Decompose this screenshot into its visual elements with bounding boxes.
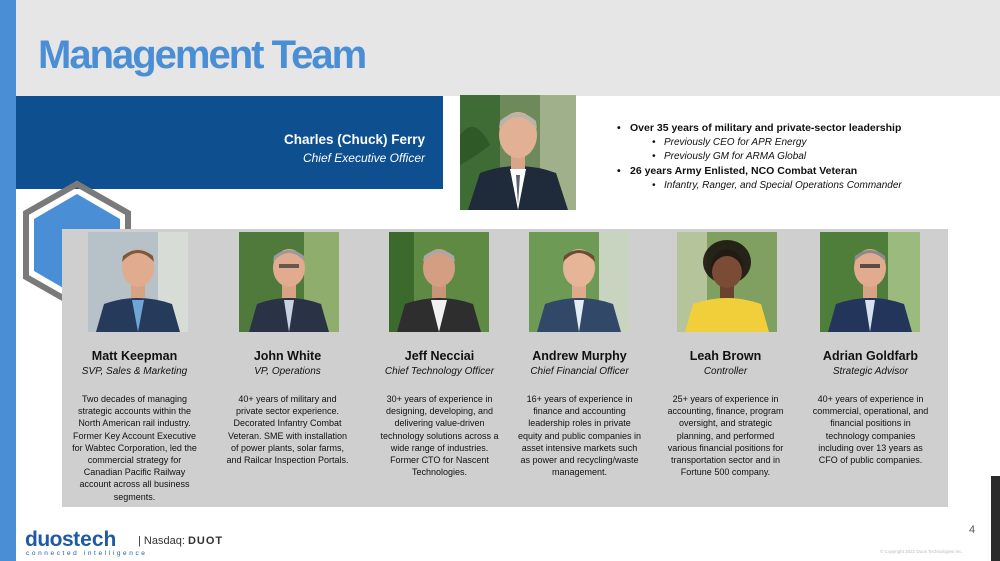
member-name: Leah Brown	[689, 349, 762, 363]
member-photo	[677, 232, 777, 332]
ceo-bullet: • Over 35 years of military and private-sector leadership	[617, 122, 987, 134]
member-title: VP, Operations	[254, 366, 321, 377]
member-photo	[239, 232, 339, 332]
member-name: Andrew Murphy	[532, 349, 627, 363]
member-description: Two decades of managing strategic accounts within the North American rail industry. Former Key Account Executive for Wabtec Corporation, led the commercial strategy for Canadian Pacific Railway account across all business segments.	[72, 394, 197, 502]
member-title: Chief Technology Officer	[384, 366, 495, 377]
logo-tagline: connected intelligence	[26, 550, 148, 557]
member-name: Matt Keepman	[91, 349, 178, 363]
team-panel	[62, 229, 948, 507]
member-title: Chief Financial Officer	[530, 366, 629, 377]
member-title: Strategic Advisor	[832, 366, 909, 377]
team-member-card	[215, 229, 360, 507]
ceo-bullet: • 26 years Army Enlisted, NCO Combat Veteran	[617, 165, 987, 177]
ceo-photo	[460, 95, 576, 210]
member-photo	[88, 232, 188, 332]
member-photo	[820, 232, 920, 332]
member-title: Controller	[703, 366, 748, 377]
member-description: 25+ years of experience in accounting, finance, program oversight, and strategic planning, and performed various financial positions for transportation sector and in Fortune 500 company.	[667, 394, 784, 478]
team-member-card	[798, 229, 943, 507]
team-member-card	[507, 229, 652, 507]
team-member-card	[62, 229, 207, 507]
right-edge-tab	[991, 476, 1000, 561]
page-number: 4	[969, 524, 976, 536]
member-photo	[389, 232, 489, 332]
member-name: Adrian Goldfarb	[822, 349, 919, 363]
ceo-sub-bullet: • Previously CEO for APR Energy	[617, 137, 987, 148]
logo-tech-text: tech	[73, 528, 117, 551]
member-name: John White	[253, 349, 322, 363]
member-description: 40+ years of experience in commercial, operational, and financial positions in technology companies including over 13 years as CFO of public companies.	[812, 394, 929, 466]
ticker-symbol: DUOT	[187, 535, 224, 547]
member-description: 40+ years of military and private sector experience. Decorated Infantry Combat Veteran. SME with installation of power plants, solar farms, and Railcar Inspection Portals.	[226, 394, 349, 466]
member-name: Jeff Necciai	[404, 349, 475, 363]
ceo-sub-bullet: • Previously GM for ARMA Global	[617, 151, 987, 162]
page-title: Management Team	[38, 33, 366, 77]
ceo-banner	[16, 96, 443, 189]
member-photo	[529, 232, 629, 332]
exchange-label: | Nasdaq:	[138, 535, 185, 547]
member-description: 30+ years of experience in designing, developing, and delivering value-driven technology solutions across a wide range of industries. Former CTO for Nascent Technologies.	[380, 394, 499, 478]
ceo-bullet-list	[617, 122, 987, 194]
team-member-card	[653, 229, 798, 507]
exchange-info	[138, 535, 223, 547]
logo-duo-text: duos	[25, 528, 74, 551]
team-member-card	[367, 229, 512, 507]
ceo-title: Chief Executive Officer	[302, 151, 425, 165]
member-title: SVP, Sales & Marketing	[81, 366, 188, 377]
company-logo	[25, 528, 148, 557]
left-accent-bar	[0, 0, 16, 561]
copyright-notice: © Copyright 2022 Duos Technologies Inc.	[880, 549, 963, 554]
member-description: 16+ years of experience in finance and accounting leadership roles in private equity and public companies in asset intensive markets such as power and recycling/waste management.	[517, 394, 642, 478]
ceo-name: Charles (Chuck) Ferry	[283, 132, 425, 147]
ceo-sub-bullet: • Infantry, Ranger, and Special Operations Commander	[617, 180, 987, 191]
